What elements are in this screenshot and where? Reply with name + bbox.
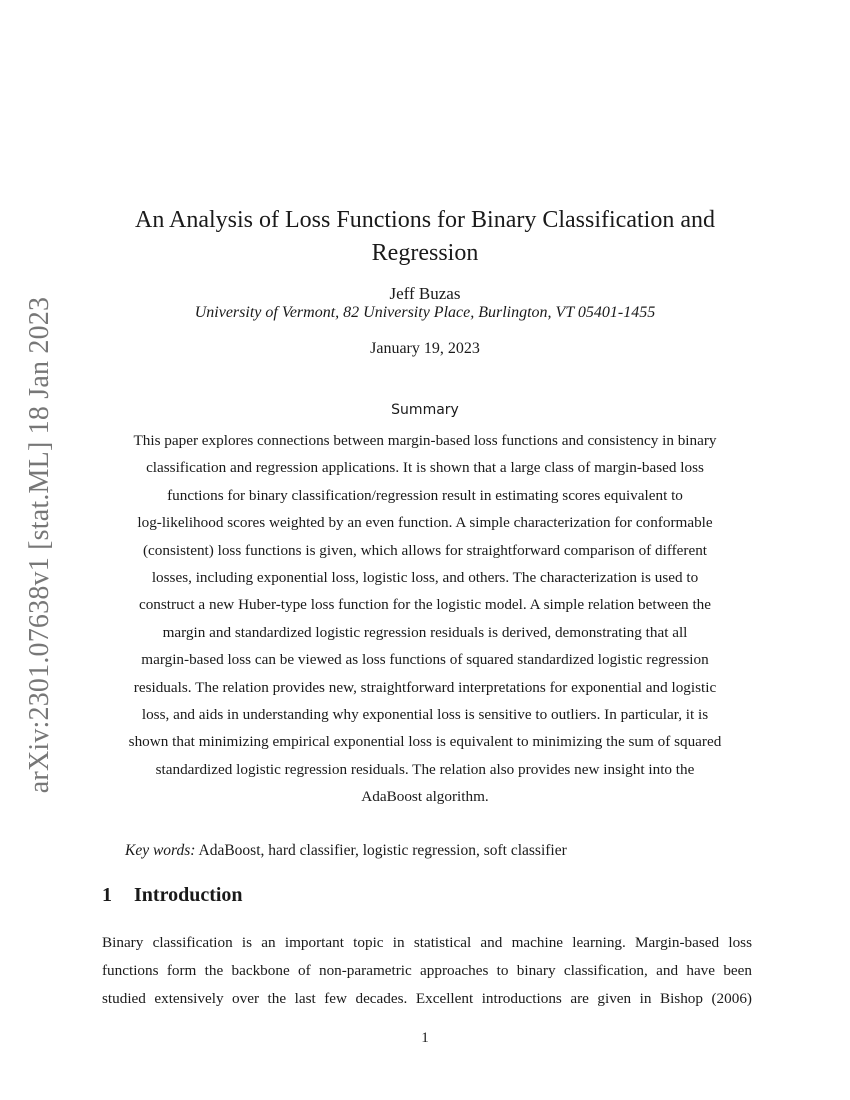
title-line: Regression: [371, 240, 479, 266]
keywords-label: Key words:: [125, 842, 196, 859]
abstract-line: losses, including exponential loss, logistic loss, and others. The characterization is used to: [151, 569, 699, 587]
intro-line: Binary classification is an important topic in statistical and machine learning. Margin-based loss: [102, 934, 752, 951]
abstract-line: standardized logistic regression residuals. The relation also provides new insight into the: [155, 760, 695, 778]
intro-line: functions form the backbone of non-parametric approaches to binary classification, and have been: [102, 962, 752, 979]
intro-line: studied extensively over the last few decades. Excellent introductions are given in Bishop (2006): [102, 990, 752, 1007]
abstract-line: This paper explores connections between margin-based loss functions and consistency in binary: [133, 432, 717, 449]
section-title: Introduction: [134, 884, 243, 906]
section-number: 1: [102, 884, 112, 906]
abstract-line: functions for binary classification/regression result in estimating scores equivalent to: [167, 486, 683, 504]
abstract-line: AdaBoost algorithm.: [361, 788, 489, 806]
abstract-line: margin and standardized logistic regression residuals is derived, demonstrating that all: [162, 623, 688, 641]
abstract-line: log-likelihood scores weighted by an even function. A simple characterization for conformable: [137, 514, 713, 532]
author-name: Jeff Buzas: [389, 284, 461, 303]
summary-heading: Summary: [391, 402, 459, 418]
arxiv-identifier: arXiv:2301.07638v1 [stat.ML] 18 Jan 2023: [24, 296, 55, 794]
author-affiliation: University of Vermont, 82 University Place, Burlington, VT 05401-1455: [194, 304, 656, 321]
keywords: [125, 842, 567, 860]
abstract-line: construct a new Huber-type loss function for the logistic model. A simple relation between the: [138, 596, 712, 614]
abstract-line: (consistent) loss functions is given, which allows for straightforward comparison of different: [142, 541, 708, 559]
section-heading: [102, 884, 243, 907]
title-line: An Analysis of Loss Functions for Binary Classification and: [135, 207, 715, 233]
keywords-text: AdaBoost, hard classifier, logistic regression, soft classifier: [198, 842, 567, 859]
abstract-line: loss, and aids in understanding why exponential loss is sensitive to outliers. In particular, it is: [141, 706, 709, 724]
paper-title: [0, 204, 850, 270]
introduction-body: [102, 929, 752, 1013]
abstract-line: classification and regression applications. It is shown that a large class of margin-based loss: [146, 459, 704, 477]
publication-date: January 19, 2023: [370, 340, 480, 357]
page-number: 1: [421, 1030, 429, 1046]
abstract-line: residuals. The relation provides new, straightforward interpretations for exponential and logistic: [133, 678, 717, 696]
abstract-line: margin-based loss can be viewed as loss functions of squared standardized logistic regression: [141, 651, 709, 669]
abstract-body: [100, 427, 750, 811]
abstract-line: shown that minimizing empirical exponential loss is equivalent to minimizing the sum of squared: [128, 733, 722, 751]
